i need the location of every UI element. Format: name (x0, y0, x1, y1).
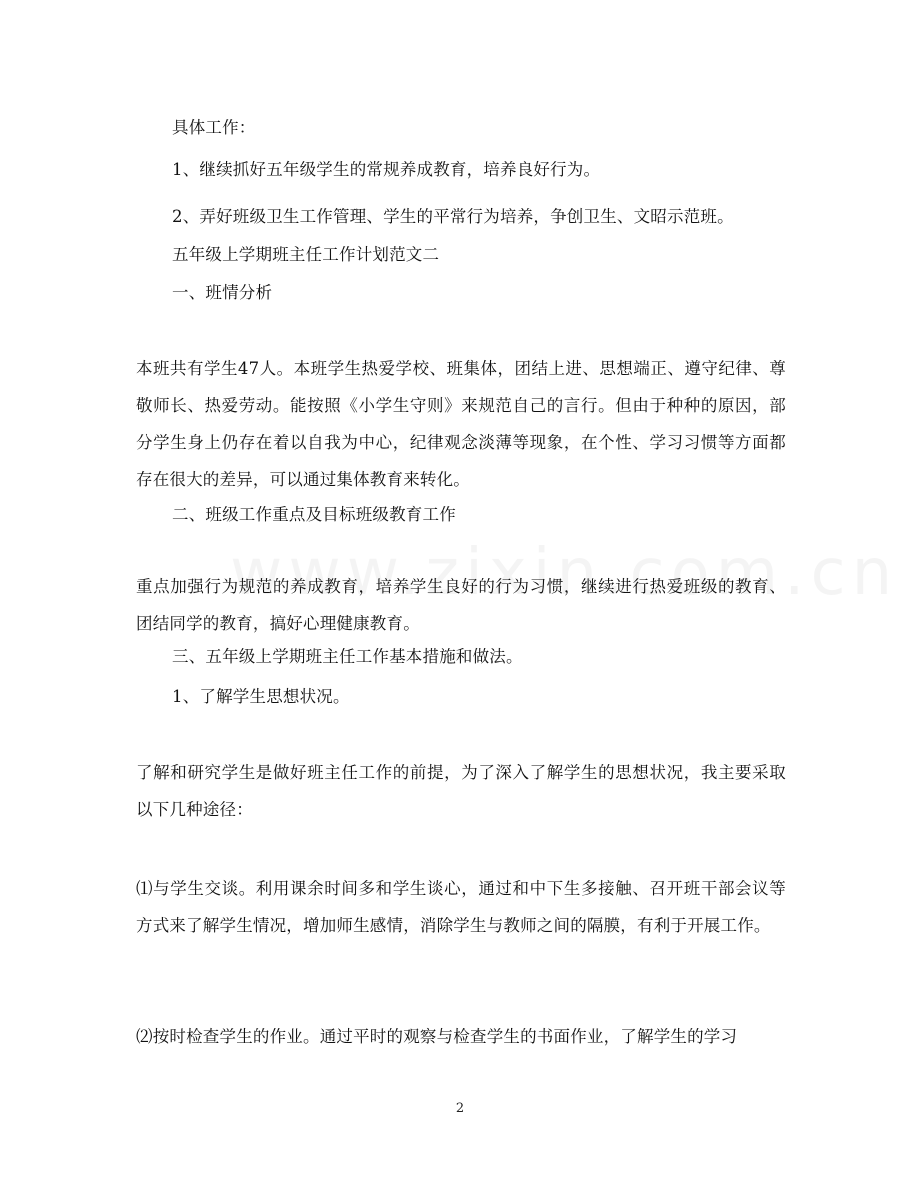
page-number: 2 (455, 1101, 465, 1116)
sub-heading-understand-students: 1、了解学生思想状况。 (172, 687, 350, 706)
paragraph-class-analysis: 本班共有学生47人。本班学生热爱学校、班集体，团结上进、思想端正、遵守纪律、尊敬师长、热爱劳动。能按照《小学生守则》来规范自己的言行。但由于种种的原因，部分学生身上仍存在着以自我为中心，纪律观念淡薄等现象，在个性、学习习惯等方面都存在很大的差异，可以通过集体教育来转化。 (136, 359, 786, 489)
section-heading-measures: 三、五年级上学期班主任工作基本措施和做法。 (172, 647, 523, 666)
work-item-1: 1、继续抓好五年级学生的常规养成教育，培养良好行为。 (172, 160, 601, 179)
paragraph-check-homework: ⑵按时检查学生的作业。通过平时的观察与检查学生的书面作业，了解学生的学习 (136, 1027, 738, 1046)
section-heading-focus-goals: 二、班级工作重点及目标班级教育工作 (172, 505, 456, 524)
heading-specific-work: 具体工作： (172, 118, 256, 137)
work-item-2: 2、弄好班级卫生工作管理、学生的平常行为培养，争创卫生、文昭示范班。 (172, 207, 734, 226)
paragraph-talk-with-students: ⑴与学生交谈。利用课余时间多和学生谈心，通过和中下生多接触、召开班干部会议等方式来了解学生情况，增加师生感情，消除学生与教师之间的隔膜，有利于开展工作。 (136, 879, 786, 935)
section-title-plan-two: 五年级上学期班主任工作计划范文二 (172, 245, 440, 264)
section-heading-class-analysis: 一、班情分析 (172, 283, 273, 302)
paragraph-understand: 了解和研究学生是做好班主任工作的前提，为了深入了解学生的思想状况，我主要采取以下几种途径： (136, 763, 786, 819)
paragraph-focus: 重点加强行为规范的养成教育，培养学生良好的行为习惯，继续进行热爱班级的教育、团结同学的教育，搞好心理健康教育。 (136, 577, 786, 633)
